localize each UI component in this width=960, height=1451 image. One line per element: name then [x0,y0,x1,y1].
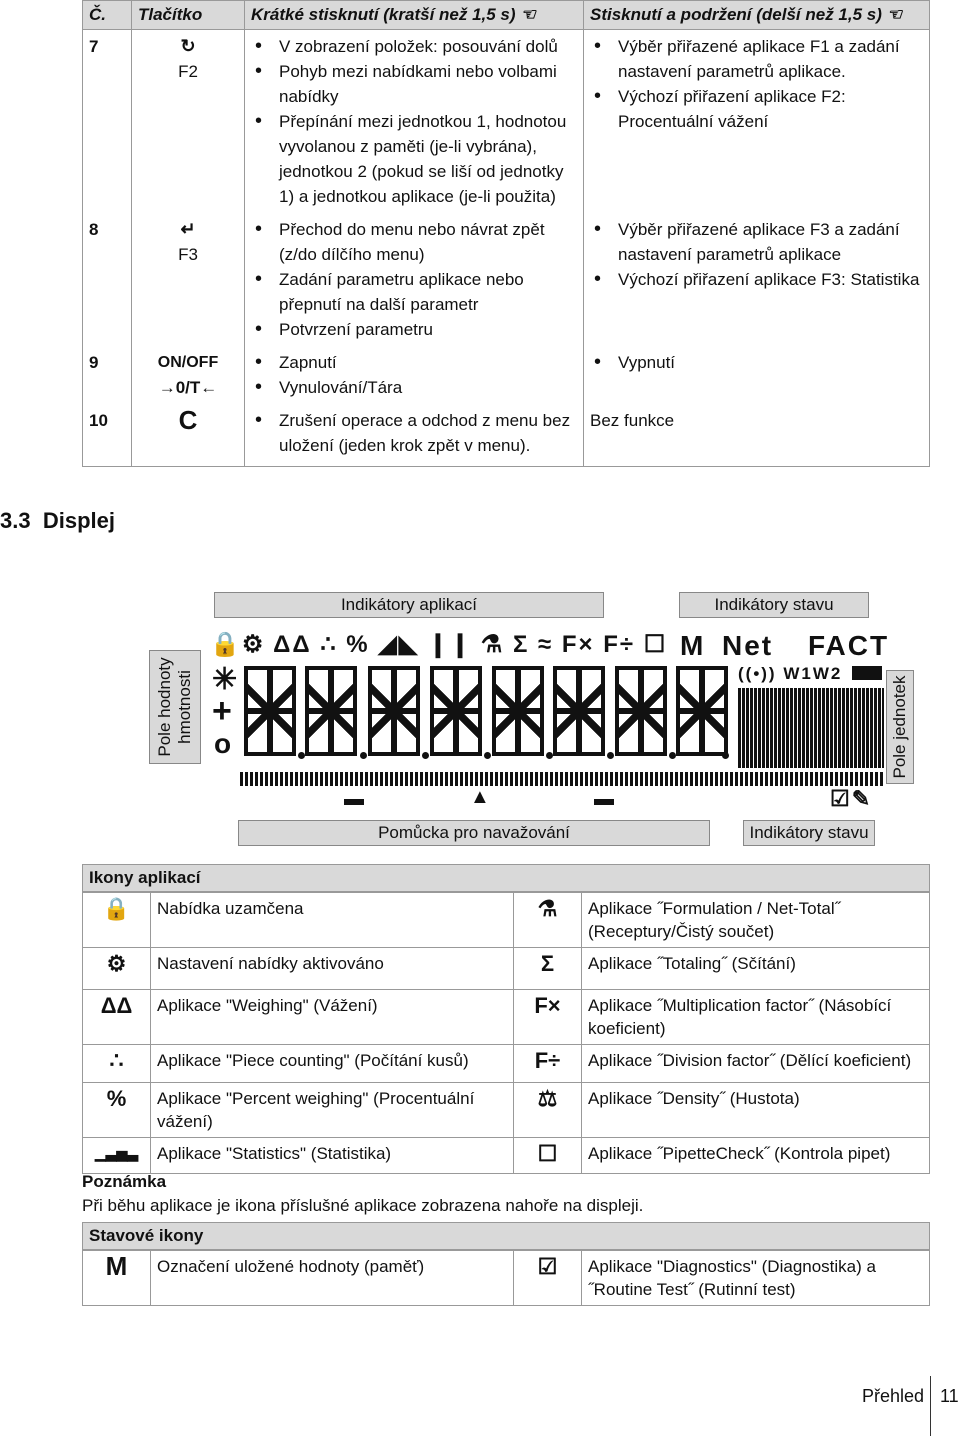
app-icons-header: Ikony aplikací [82,864,930,892]
battery-icon [852,666,882,680]
long-press-cell: Bez funkce [584,404,930,467]
target-triangle-icon: ▲ [470,786,492,808]
list-item: • Zapnutí [251,350,577,375]
decimal-dot [546,752,553,759]
icon-description: Aplikace ˝Totaling˝ (Sčítání) [582,948,930,990]
decimal-dot [422,752,429,759]
star-icon: ✳ [212,663,240,696]
digit-segment [615,666,667,756]
fact-symbol: FACT [808,630,890,661]
decimal-dot [669,752,676,759]
digit-segment [244,666,296,756]
key-label: F2 [178,62,198,81]
list-item: • Výchozí přiřazení aplikace F3: Statistika [590,267,923,292]
app-icons-table [82,864,930,1174]
weighing-aid-bar [240,772,884,786]
digit-segment [492,666,544,756]
table-row [83,346,930,404]
short-press-cell [245,213,584,346]
key-cell [132,404,245,467]
status-indicators-bottom-label: Indikátory stavu [743,820,875,846]
section-heading [0,508,115,534]
decimal-dot [722,752,729,759]
page-number: 11 [940,1386,959,1406]
weighing-icon: ΔΔ [83,990,151,1045]
status-icons-header: Stavové ikony [82,1222,930,1250]
table-row [83,1045,930,1083]
key-cell [132,346,245,404]
clear-icon: C [178,405,198,435]
col-num-header: Č. [83,1,132,30]
zero-indicator-icon: o [214,728,234,759]
status-icons-table [82,1222,930,1306]
row-num: 9 [83,346,132,404]
note-title: Poznámka [82,1172,167,1191]
icon-description: Označení uložené hodnoty (paměť) [151,1251,514,1306]
short-press-cell [245,30,584,214]
key-label: F3 [178,245,198,264]
density-icon: ⚖ [514,1083,582,1138]
decimal-dot [360,752,367,759]
digit-segment [305,666,357,756]
long-press-cell [584,213,930,346]
diagnostics-icon: ☑✎ [830,786,873,811]
percent-icon: % [83,1083,151,1138]
col-long-header: Stisknutí a podržení (delší než 1,5 s) ☜ [584,1,930,30]
col-short-header: Krátké stisknutí (kratší než 1,5 s) ☜ [245,1,584,30]
footer-divider [930,1376,931,1436]
icon-description: Aplikace "Percent weighing" (Procentuální vážení) [151,1083,514,1138]
decimal-dot [607,752,614,759]
app-indicators-label: Indikátory aplikací [214,592,604,618]
memory-icon: M [83,1251,151,1306]
section-number: 3.3 [0,508,31,533]
icon-description: Aplikace ˝Division factor˝ (Dělící koeficient) [582,1045,930,1083]
settings-icon: ⚙ [83,948,151,990]
memory-symbol: M [680,630,706,661]
list-item: • Výchozí přiřazení aplikace F2: Procentuální vážení [590,84,923,134]
formulation-icon: ⚗ [514,893,582,948]
scroll-icon: ↻ [180,36,196,56]
icon-description: Nabídka uzamčena [151,893,514,948]
power-icon: ON/OFF [157,354,219,371]
digit-segment [368,666,420,756]
icon-description: Aplikace "Piece counting" (Počítání kusů) [151,1045,514,1083]
icon-description: Aplikace ˝PipetteCheck˝ (Kontrola pipet) [582,1138,930,1174]
table-row [83,30,930,214]
net-symbol: Net [722,630,774,661]
table-row [83,1251,930,1306]
tolerance-plus-icon: ▬ [594,788,616,810]
status-indicators-top-label: Indikátory stavu [679,592,869,618]
short-press-cell [245,404,584,467]
digit-segment [553,666,605,756]
decimal-dot [298,752,305,759]
icon-description: Nastavení nabídky aktivováno [151,948,514,990]
tolerance-minus-icon: ▬ [344,788,366,810]
table-row [83,213,930,346]
plus-icon: + [212,692,234,730]
section-title: Displej [42,508,115,533]
table-row [83,1138,930,1174]
icon-description: Aplikace "Statistics" (Statistika) [151,1138,514,1174]
note-text: Při běhu aplikace je ikona příslušné aplikace zobrazena nahoře na displeji. [82,1196,644,1215]
division-icon: F÷ [514,1045,582,1083]
decimal-dot [484,752,491,759]
col-key-header: Tlačítko [132,1,245,30]
pipette-check-icon: ☐ [514,1138,582,1174]
list-item: • Výběr přiřazené aplikace F3 a zadání nastavení parametrů aplikace [590,217,923,267]
lock-icon: 🔒 [83,893,151,948]
wifi-icon: ((•)) W1W2 [738,664,843,683]
row-num: 10 [83,404,132,467]
note [82,1170,930,1218]
icon-description: Aplikace ˝Density˝ (Hustota) [582,1083,930,1138]
list-item: • Výběr přiřazené aplikace F1 a zadání nastavení parametrů aplikace. [590,34,923,84]
unit-matrix [738,688,884,768]
list-item: • Vypnutí [590,350,923,375]
icon-description: Aplikace "Diagnostics" (Diagnostika) a ˝Routine Test˝ (Rutinní test) [582,1251,930,1306]
short-press-icon: ☜ [520,5,536,24]
list-item: • V zobrazení položek: posouvání dolů [251,34,577,59]
list-item: • Zrušení operace a odchod z menu bez uložení (jeden krok zpět v menu). [251,408,577,458]
icon-description: Aplikace ˝Formulation / Net-Total˝ (Receptury/Čistý součet) [582,893,930,948]
enter-icon: ↵ [180,219,196,239]
list-item: • Vynulování/Tára [251,375,577,400]
weighing-aid-label: Pomůcka pro navažování [238,820,710,846]
unit-field-label: Pole jednotek [886,670,914,784]
long-press-icon: ☜ [886,5,902,24]
icon-description: Aplikace ˝Multiplication factor˝ (Násobící koeficient) [582,990,930,1045]
table-row [83,990,930,1045]
footer-section: Přehled [862,1386,925,1406]
weight-field-label: Pole hodnoty hmotnosti [149,650,201,764]
app-icon-row: 🔒⚙ ΔΔ ∴ % ◢◣ ❙❙ ⚗ Σ ≈ F× F÷ ☐ [210,631,668,658]
sum-icon: Σ [514,948,582,990]
row-num: 8 [83,213,132,346]
piece-counting-icon: ∴ [83,1045,151,1083]
row-num: 7 [83,30,132,214]
list-item: • Přechod do menu nebo návrat zpět (z/do dílčího menu) [251,217,577,267]
long-press-cell [584,30,930,214]
diagnostics-icon: ☑ [514,1251,582,1306]
icon-description: Aplikace "Weighing" (Vážení) [151,990,514,1045]
key-cell [132,213,245,346]
digit-segment [430,666,482,756]
table-row [83,948,930,990]
zero-tare-icon: →0/T← [158,378,218,397]
statistics-icon: ▁▃▅▃ [83,1138,151,1174]
short-press-cell [245,346,584,404]
list-item: • Potvrzení parametru [251,317,577,342]
multiplication-icon: F× [514,990,582,1045]
long-press-cell [584,346,930,404]
key-cell [132,30,245,214]
table-row [83,893,930,948]
table-row [83,1083,930,1138]
list-item: • Zadání parametru aplikace nebo přepnutí na další parametr [251,267,577,317]
table-row [83,404,930,467]
list-item: • Pohyb mezi nabídkami nebo volbami nabídky [251,59,577,109]
keys-table [82,0,930,467]
digit-segment [676,666,728,756]
list-item: • Přepínání mezi jednotkou 1, hodnotou vyvolanou z paměti (je-li vybrána), jednotkou 2 (pokud se liší od jednotky 1) a jednotkou aplikace (je-li použita) [251,109,577,209]
